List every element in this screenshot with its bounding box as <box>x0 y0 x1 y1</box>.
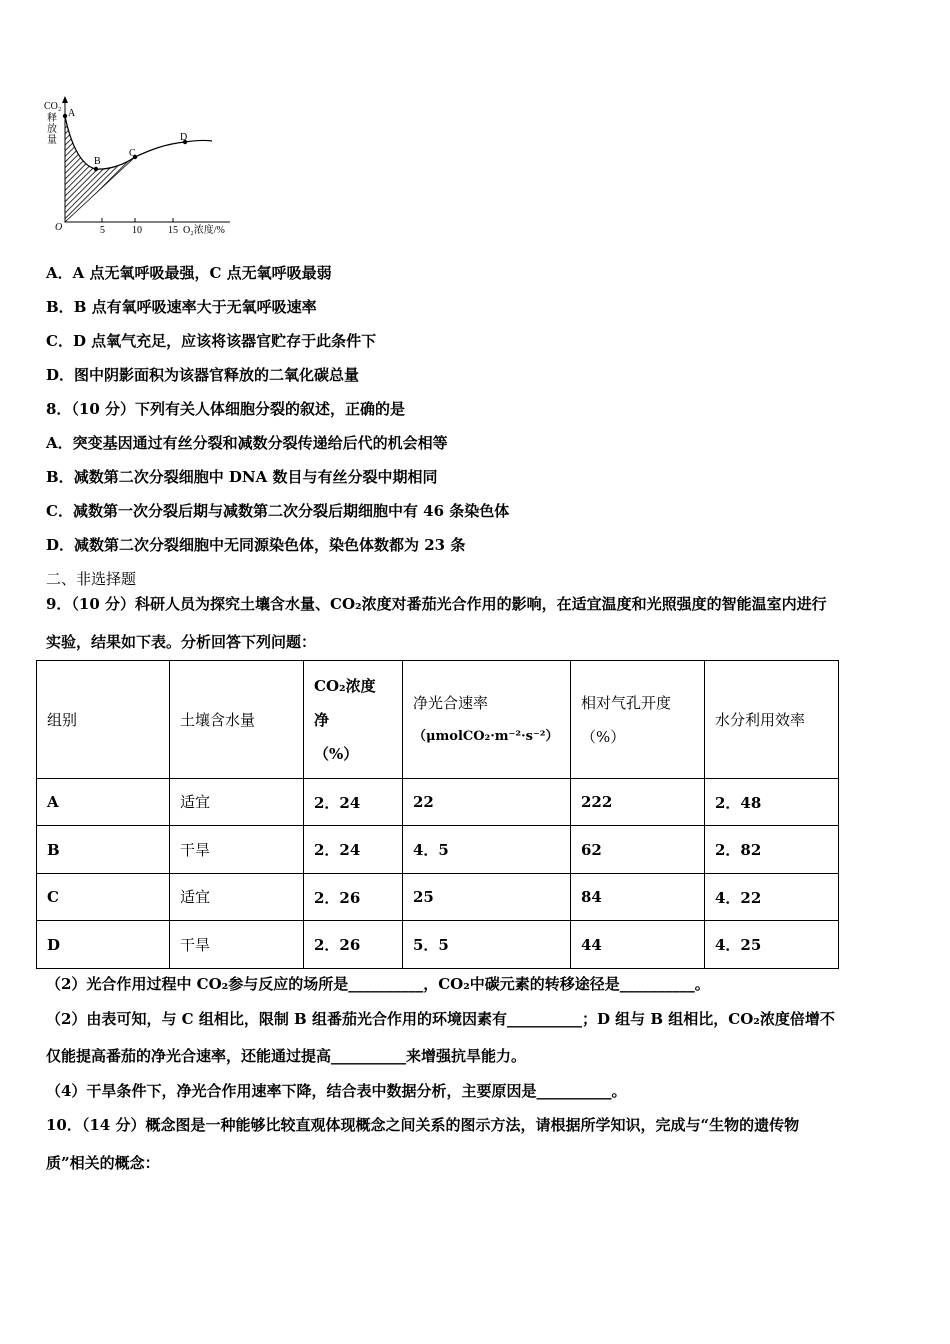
cell-stomata: 62 <box>571 826 705 874</box>
x-tick-15: 15 <box>168 225 178 236</box>
cell-photo: 4．5 <box>403 826 571 874</box>
curve-total-co2 <box>65 116 212 169</box>
cell-water: 2．82 <box>705 826 839 874</box>
cell-co2: 2．24 <box>304 826 403 874</box>
section-heading: 二、非选择题 <box>46 570 137 588</box>
cell-stomata: 84 <box>571 874 705 921</box>
x-axis-label: O₂浓度/% <box>183 225 225 236</box>
q9-stem-line2: 实验，结果如下表。分析回答下列问题： <box>46 633 317 651</box>
header-photosynthesis: 净光合速率 （μmolCO₂·m⁻²·s⁻²） <box>403 661 571 779</box>
table-row <box>37 826 839 874</box>
q8-option-b: B．减数第二次分裂细胞中 DNA 数目与有丝分裂中期相同 <box>46 468 438 486</box>
q7-option-a: A．A 点无氧呼吸最强，C 点无氧呼吸最弱 <box>46 264 332 282</box>
cell-co2: 2．26 <box>304 921 403 969</box>
y-label-3: 放 <box>47 124 57 135</box>
cell-soil: 适宜 <box>170 779 304 826</box>
q7-option-d: D．图中阴影面积为该器官释放的二氧化碳总量 <box>46 366 360 384</box>
table-row <box>37 874 839 921</box>
point-b <box>94 167 98 171</box>
y-label-1: CO₂ <box>44 101 62 112</box>
cell-co2: 2．24 <box>304 779 403 826</box>
q7-option-b: B．B 点有氧呼吸速率大于无氧呼吸速率 <box>46 298 317 316</box>
point-label-d: D <box>180 132 188 143</box>
table-row <box>37 779 839 826</box>
y-label-4: 量 <box>47 135 57 146</box>
header-co2: CO₂浓度 净 （%） <box>304 661 403 779</box>
cell-photo: 22 <box>403 779 571 826</box>
x-tick-10: 10 <box>132 225 142 236</box>
point-a <box>63 114 67 118</box>
q9-sub4: （4）干旱条件下，净光合作用速率下降，结合表中数据分析，主要原因是__________。 <box>46 1082 627 1100</box>
cell-soil: 干旱 <box>170 826 304 874</box>
header-soil: 土壤含水量 <box>170 661 304 779</box>
cell-co2: 2．26 <box>304 874 403 921</box>
q8-option-d: D．减数第二次分裂细胞中无同源染色体，染色体数都为 23 条 <box>46 536 466 554</box>
header-stomata: 相对气孔开度 （%） <box>571 661 705 779</box>
co2-o2-graph <box>40 96 240 238</box>
q10-line1: 10．（14 分）概念图是一种能够比较直观体现概念之间关系的图示方法，请根据所学知识，完成与“生物的遗传物 <box>46 1116 800 1134</box>
cell-stomata: 44 <box>571 921 705 969</box>
point-label-a: A <box>68 108 76 119</box>
cell-soil: 适宜 <box>170 874 304 921</box>
cell-photo: 25 <box>403 874 571 921</box>
cell-water: 4．25 <box>705 921 839 969</box>
y-axis-arrow <box>62 96 68 103</box>
cell-group: D <box>37 921 170 969</box>
cell-water: 2．48 <box>705 779 839 826</box>
q8-stem: 8．（10 分）下列有关人体细胞分裂的叙述，正确的是 <box>46 400 406 418</box>
x-tick-5: 5 <box>100 225 105 236</box>
cell-stomata: 222 <box>571 779 705 826</box>
cell-soil: 干旱 <box>170 921 304 969</box>
point-label-c: C <box>129 148 136 159</box>
q8-option-c: C．减数第一次分裂后期与减数第二次分裂后期细胞中有 46 条染色体 <box>46 502 510 520</box>
q9-sub1: （2）光合作用过程中 CO₂参与反应的场所是__________，CO₂中碳元素的转移途径是__________。 <box>46 975 710 993</box>
cell-group: A <box>37 779 170 826</box>
cell-water: 4．22 <box>705 874 839 921</box>
y-label-2: 释 <box>47 113 57 124</box>
q9-stem-line1: 9．（10 分）科研人员为探究土壤含水量、CO₂浓度对番茄光合作用的影响，在适宜温度和光照强度的智能温室内进行 <box>46 595 827 613</box>
q9-sub2-line1: （2）由表可知，与 C 组相比，限制 B 组番茄光合作用的环境因素有__________；D 组与 B 组相比，CO₂浓度倍增不 <box>46 1010 835 1028</box>
q9-table <box>36 660 839 969</box>
origin-label: O <box>55 222 63 233</box>
cell-group: C <box>37 874 170 921</box>
q7-option-c: C．D 点氧气充足，应该将该器官贮存于此条件下 <box>46 332 377 350</box>
table-header-row <box>37 661 839 779</box>
point-label-b: B <box>94 156 101 167</box>
header-group: 组别 <box>37 661 170 779</box>
q8-option-a: A．突变基因通过有丝分裂和减数分裂传递给后代的机会相等 <box>46 434 448 452</box>
header-water-efficiency: 水分利用效率 <box>705 661 839 779</box>
cell-photo: 5．5 <box>403 921 571 969</box>
cell-group: B <box>37 826 170 874</box>
table-row <box>37 921 839 969</box>
q10-line2: 质”相关的概念： <box>46 1154 160 1172</box>
q9-sub2-line2: 仅能提高番茄的净光合速率，还能通过提高__________来增强抗旱能力。 <box>46 1047 527 1065</box>
